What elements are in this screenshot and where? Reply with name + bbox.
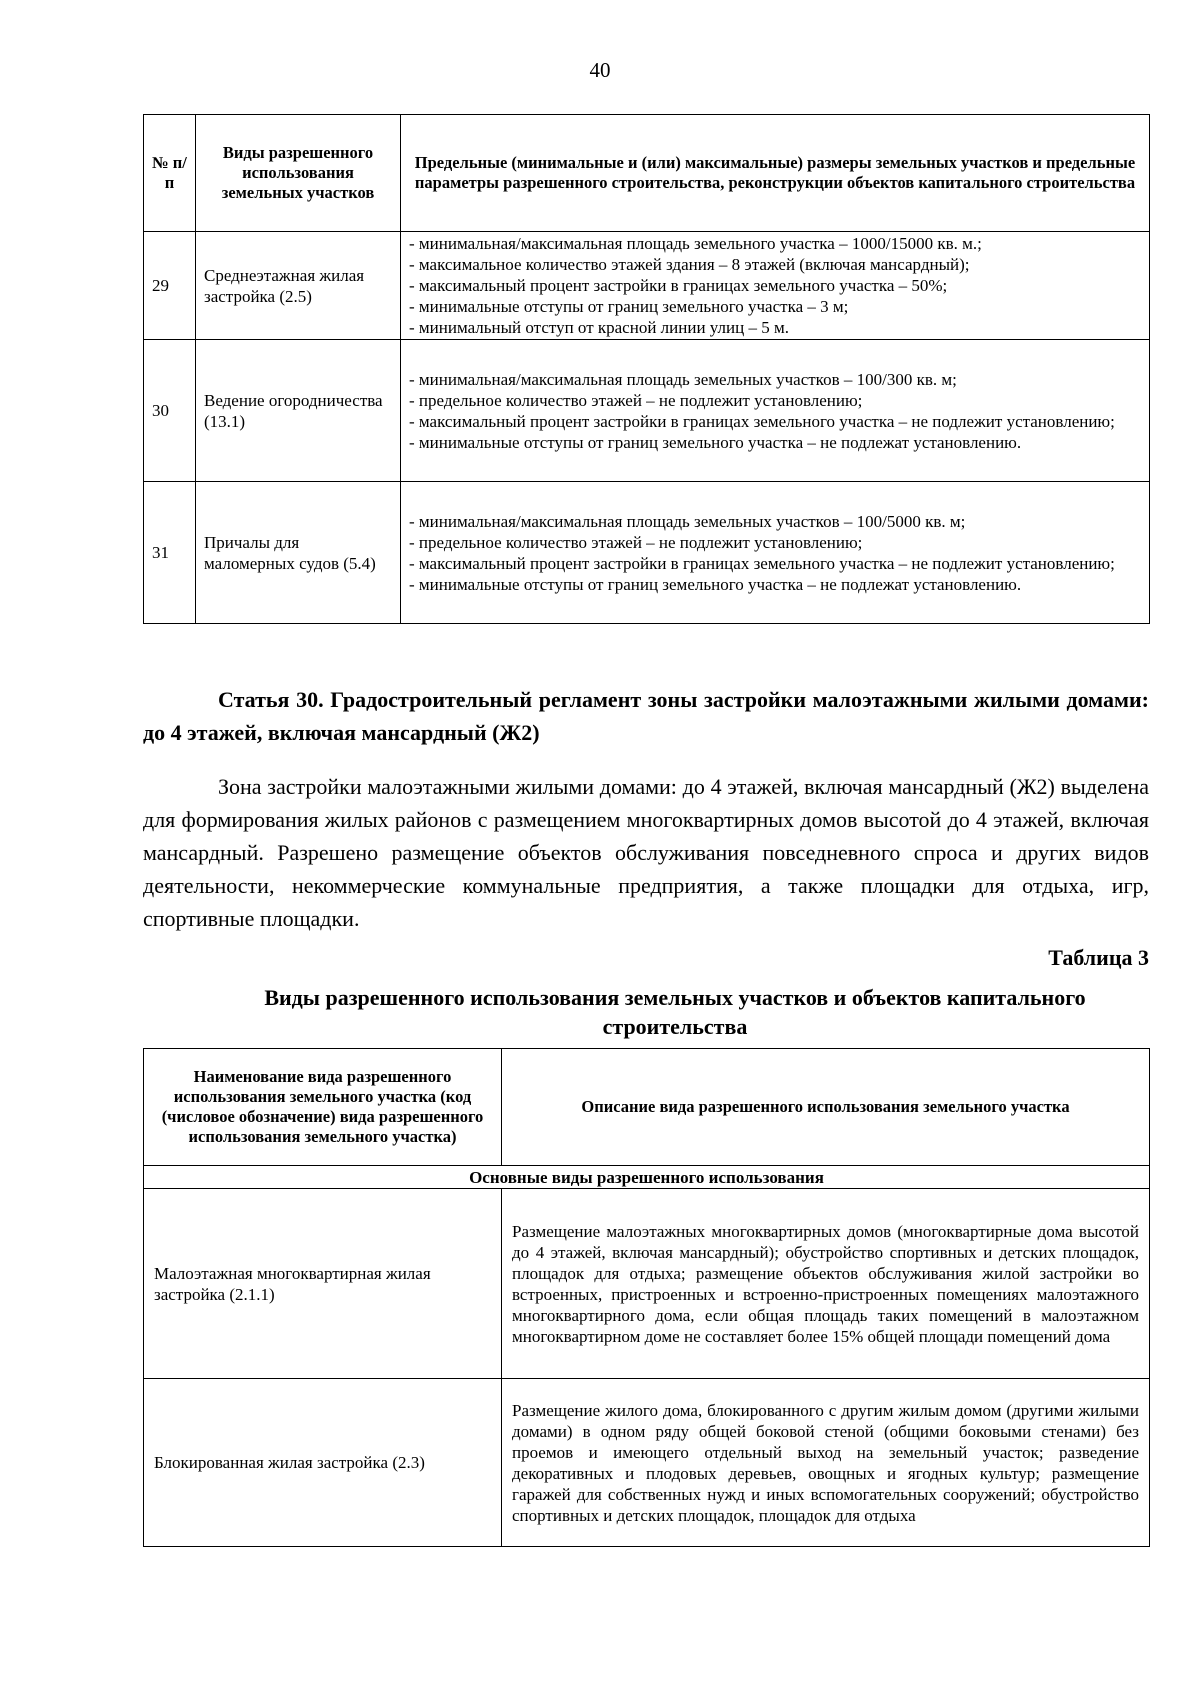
permitted-use-table — [143, 1048, 1150, 1547]
param-line: - максимальный процент застройки в границах земельного участка – не подлежит установлению; — [409, 553, 1115, 573]
row-number: 29 — [144, 232, 196, 340]
param-line: - максимальное количество этажей здания – 8 этажей (включая мансардный); — [409, 255, 970, 274]
table-row — [144, 232, 1150, 340]
table-row — [144, 1379, 1150, 1547]
zone-description-paragraph: Зона застройки малоэтажными жилыми домами: до 4 этажей, включая мансардный (Ж2) выделена для формирования жилых районов с размещением многоквартирных домов высотой до 4 этажей, включая мансардный. Разрешено размещение объектов обслуживания повседневного спроса и других видов деятельности, некоммерческие коммунальные предприятия, а также площадки для отдыха, игр, спортивные площадки. — [143, 774, 1149, 931]
param-line: - минимальная/максимальная площадь земельного участка – 1000/15000 кв. м.; — [409, 234, 982, 253]
table-title: Виды разрешенного использования земельных участков и объектов капитального строительства — [264, 985, 1086, 1039]
param-line: - предельное количество этажей – не подлежит установлению; — [409, 390, 863, 410]
param-line: - минимальный отступ от красной линии улиц – 5 м. — [409, 318, 789, 337]
param-line: - максимальный процент застройки в границах земельного участка – не подлежит установлению; — [409, 411, 1115, 431]
header-params: Предельные (минимальные и (или) максимальные) размеры земельных участков и предельные параметры разрешенного строительства, реконструкции объектов капитального строительства — [401, 115, 1150, 232]
row-number: 31 — [144, 482, 196, 624]
param-line: - максимальный процент застройки в границах земельного участка – 50%; — [409, 276, 948, 295]
section-row — [144, 1166, 1150, 1189]
table-header-row — [144, 115, 1150, 232]
header-kind: Виды разрешенного использования земельных участков — [196, 115, 401, 232]
table-header-row — [144, 1049, 1150, 1166]
article-heading: Статья 30. Градостроительный регламент зоны застройки малоэтажными жилыми домами: до 4 этажей, включая мансардный (Ж2) — [143, 687, 1149, 745]
table-row — [144, 1189, 1150, 1379]
table-label: Таблица 3 — [1048, 945, 1149, 970]
row-number: 30 — [144, 340, 196, 482]
header-use-description: Описание вида разрешенного использования земельного участка — [502, 1049, 1150, 1166]
header-num: № п/п — [144, 115, 196, 232]
param-line: - минимальные отступы от границ земельного участка – не подлежат установлению. — [409, 574, 1022, 594]
table-row — [144, 340, 1150, 482]
land-parameters-table — [143, 114, 1150, 624]
param-line: - минимальная/максимальная площадь земельных участков – 100/5000 кв. м; — [409, 511, 966, 531]
use-description: Размещение малоэтажных многоквартирных домов (многоквартирные дома высотой до 4 этажей, включая мансардный); обустройство спортивных и детских площадок, площадок для отдыха; размещение объектов обслуживания жилой застройки во встроенных, пристроенных и встроенно-пристроенных помещениях малоэтажного многоквартирного дома, если общая площадь таких помещений в малоэтажном многоквартирном доме не составляет более 15% общей площади помещений дома — [502, 1189, 1150, 1379]
table-row — [144, 482, 1150, 624]
param-line: - минимальные отступы от границ земельного участка – 3 м; — [409, 297, 849, 316]
row-params — [401, 232, 1150, 340]
row-kind: Ведение огородничества (13.1) — [196, 340, 401, 482]
param-line: - предельное количество этажей – не подлежит установлению; — [409, 532, 863, 552]
use-name: Малоэтажная многоквартирная жилая застройка (2.1.1) — [144, 1189, 502, 1379]
row-params — [401, 482, 1150, 624]
row-params — [401, 340, 1150, 482]
param-line: - минимальные отступы от границ земельного участка – не подлежат установлению. — [409, 432, 1022, 452]
use-name: Блокированная жилая застройка (2.3) — [144, 1379, 502, 1547]
row-kind: Среднеэтажная жилая застройка (2.5) — [196, 232, 401, 340]
section-title: Основные виды разрешенного использования — [144, 1166, 1150, 1189]
header-use-name: Наименование вида разрешенного использования земельного участка (код (числовое обозначение) вида разрешенного использования земельного участка) — [144, 1049, 502, 1166]
param-line: - минимальная/максимальная площадь земельных участков – 100/300 кв. м; — [409, 369, 957, 389]
page-number: 40 — [589, 58, 611, 82]
row-kind: Причалы для маломерных судов (5.4) — [196, 482, 401, 624]
use-description: Размещение жилого дома, блокированного с другим жилым домом (другими жилыми домами) в одном ряду общей боковой стеной (общими боковыми стенами) без проемов и имеющего отдельный выход на земельный участок; разведение декоративных и плодовых деревьев, овощных и ягодных культур; размещение гаражей для собственных нужд и иных вспомогательных сооружений; обустройство спортивных и детских площадок, площадок для отдыха — [502, 1379, 1150, 1547]
